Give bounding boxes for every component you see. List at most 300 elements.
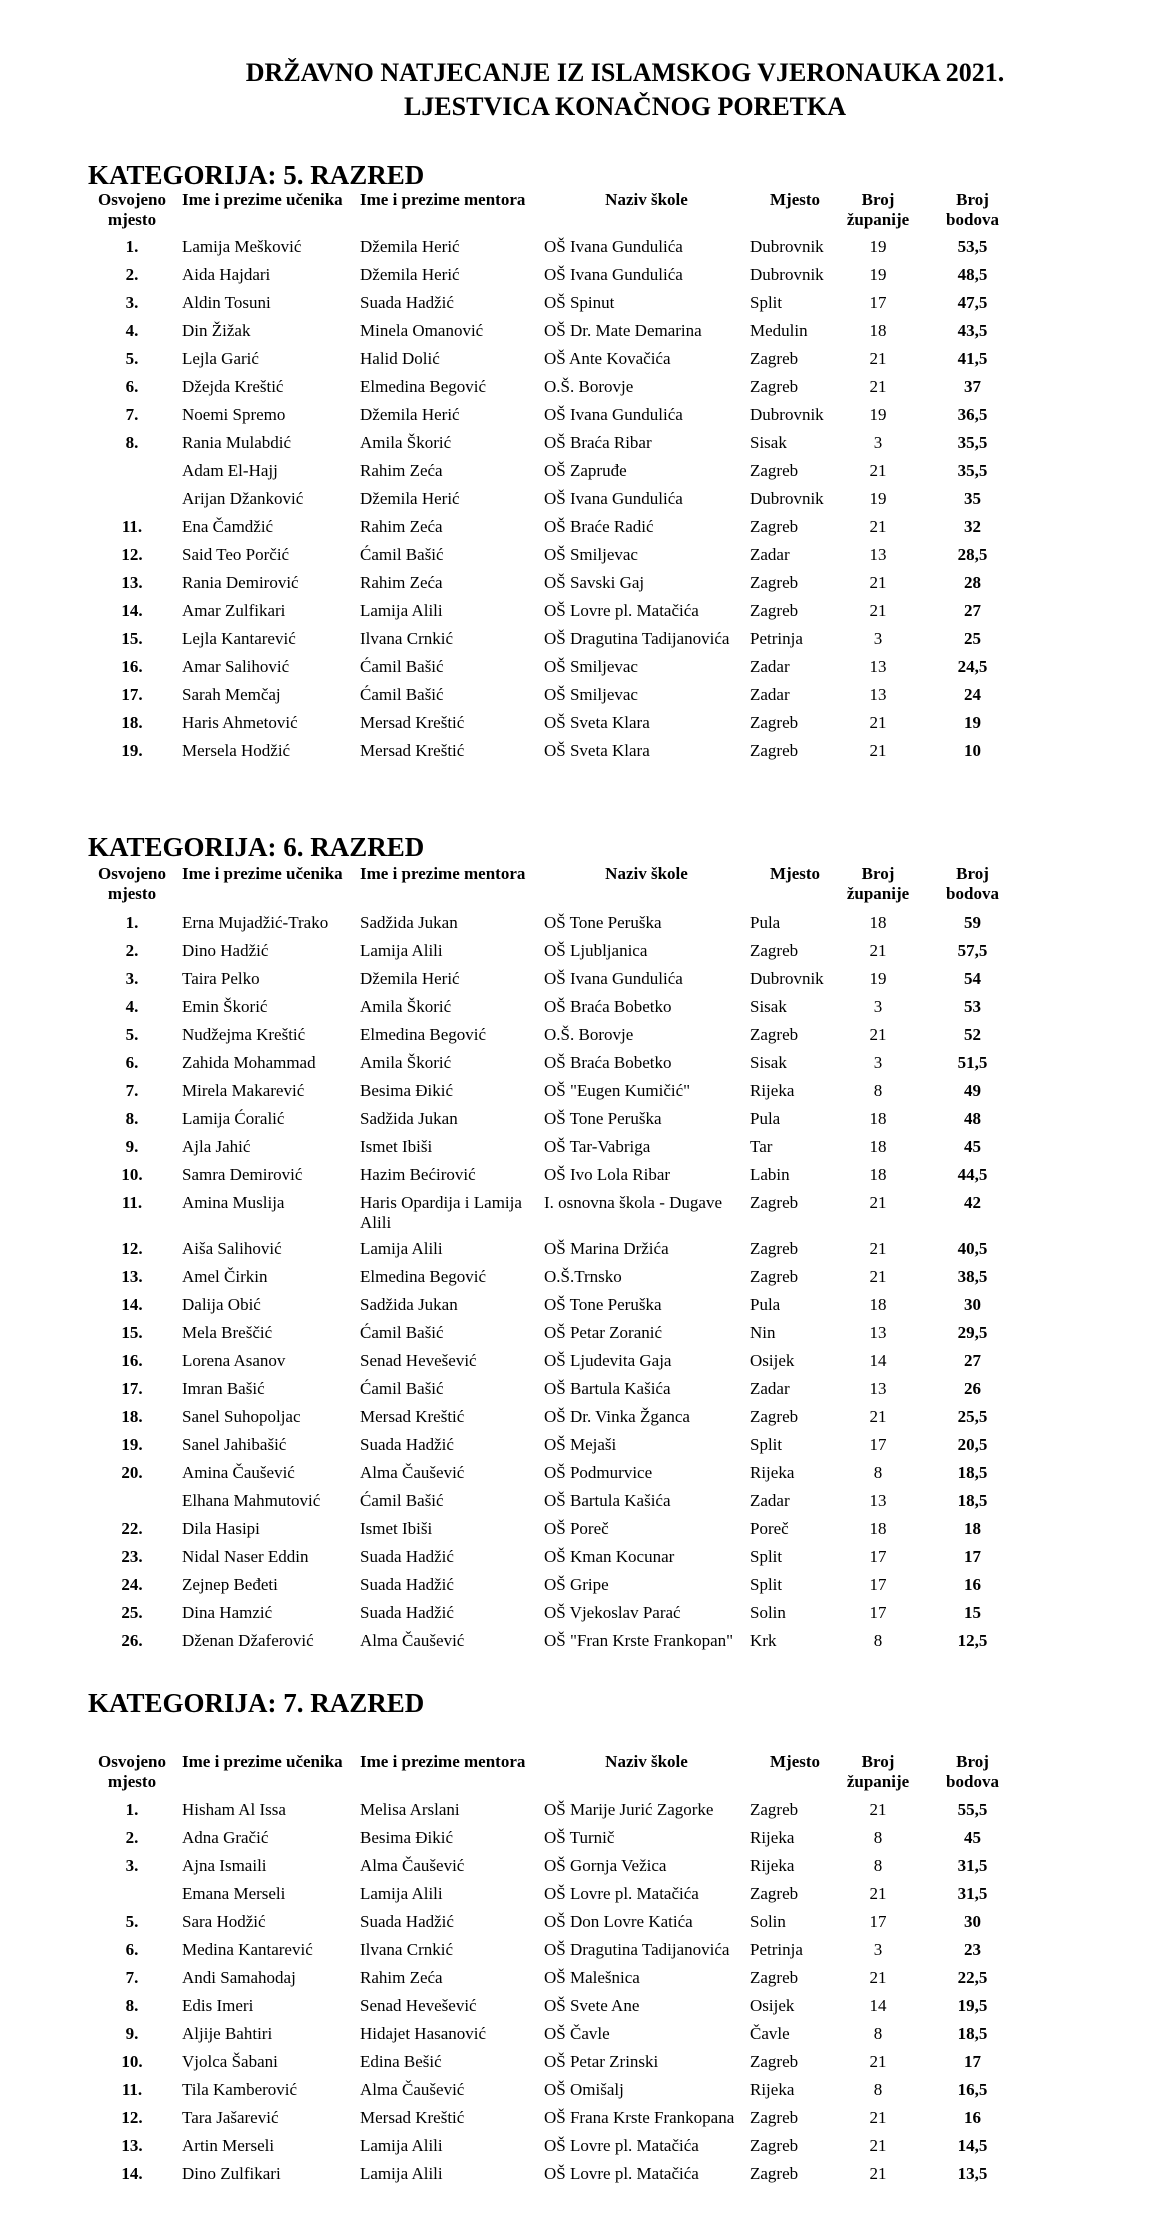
- school-cell: OŠ Ivana Gundulića: [544, 237, 683, 256]
- county-cell: 13: [869, 1323, 887, 1342]
- city-cell: Dubrovnik: [750, 969, 824, 988]
- place-cell: 8.: [125, 1996, 139, 2015]
- place-cell: 14.: [121, 601, 143, 620]
- header-student: Ime i prezime učenika: [182, 1752, 343, 1771]
- city-cell: Pula: [750, 1109, 781, 1128]
- place-cell: 2.: [125, 265, 139, 284]
- county-cell: 21: [869, 1267, 887, 1286]
- points-cell: 18,5: [957, 1463, 988, 1482]
- school-cell: OŠ Ivo Lola Ribar: [544, 1165, 671, 1184]
- county-cell: 17: [869, 293, 887, 312]
- county-cell: 21: [869, 2052, 887, 2071]
- header-place: Osvojeno mjesto: [98, 190, 166, 229]
- place-cell: 23.: [121, 1547, 143, 1566]
- mentor-cell: Ćamil Bašić: [360, 1323, 444, 1342]
- student-cell: Ajna Ismaili: [182, 1856, 267, 1875]
- place-cell: 19.: [121, 1435, 143, 1454]
- mentor-cell: Hazim Bećirović: [360, 1165, 476, 1184]
- student-cell: Emin Škorić: [182, 997, 268, 1016]
- county-cell: 21: [869, 1025, 887, 1044]
- mentor-cell: Ismet Ibiši: [360, 1519, 433, 1538]
- points-cell: 57,5: [957, 941, 988, 960]
- mentor-cell: Suada Hadžić: [360, 1547, 454, 1566]
- county-cell: 13: [869, 685, 887, 704]
- school-cell: OŠ Gripe: [544, 1575, 609, 1594]
- city-cell: Zagreb: [750, 741, 799, 760]
- place-cell: 7.: [125, 405, 139, 424]
- mentor-cell: Sadžida Jukan: [360, 1109, 458, 1128]
- county-cell: 8: [873, 2080, 883, 2099]
- city-cell: Solin: [750, 1603, 786, 1622]
- place-cell: 20.: [121, 1463, 143, 1482]
- points-cell: 12,5: [957, 1631, 988, 1650]
- school-cell: OŠ Čavle: [544, 2024, 610, 2043]
- place-cell: 10.: [121, 1165, 143, 1184]
- county-cell: 21: [869, 1884, 887, 1903]
- student-cell: Rania Demirović: [182, 573, 299, 592]
- city-cell: Zadar: [750, 685, 790, 704]
- school-cell: OŠ Smiljevac: [544, 685, 638, 704]
- place-cell: 16.: [121, 1351, 143, 1370]
- county-cell: 18: [869, 1165, 887, 1184]
- city-cell: Osijek: [750, 1996, 795, 2015]
- school-cell: O.Š. Borovje: [544, 377, 634, 396]
- place-cell: 9.: [125, 1137, 139, 1156]
- mentor-cell: Rahim Zeća: [360, 573, 443, 592]
- place-cell: 18.: [121, 713, 143, 732]
- place-cell: 5.: [125, 1912, 139, 1931]
- city-cell: Zagreb: [750, 573, 799, 592]
- county-cell: 21: [869, 2164, 887, 2183]
- student-cell: Hisham Al Issa: [182, 1800, 286, 1819]
- county-cell: 3: [873, 433, 883, 452]
- city-cell: Nin: [750, 1323, 776, 1342]
- city-cell: Rijeka: [750, 1081, 795, 1100]
- city-cell: Split: [750, 293, 783, 312]
- school-cell: OŠ Gornja Vežica: [544, 1856, 667, 1875]
- county-cell: 21: [869, 713, 887, 732]
- place-cell: 24.: [121, 1575, 143, 1594]
- student-cell: Sarah Memčaj: [182, 685, 281, 704]
- school-cell: OŠ Petar Zrinski: [544, 2052, 659, 2071]
- student-cell: Zahida Mohammad: [182, 1053, 316, 1072]
- county-cell: 3: [873, 997, 883, 1016]
- city-cell: Osijek: [750, 1351, 795, 1370]
- place-cell: 12.: [121, 2108, 143, 2127]
- points-cell: 45: [964, 1828, 981, 1847]
- student-cell: Nidal Naser Eddin: [182, 1547, 309, 1566]
- mentor-cell: Ćamil Bašić: [360, 685, 444, 704]
- points-cell: 25,5: [957, 1407, 988, 1426]
- school-cell: OŠ Dragutina Tadijanovića: [544, 629, 730, 648]
- student-cell: Dila Hasipi: [182, 1519, 260, 1538]
- mentor-cell: Džemila Herić: [360, 265, 460, 284]
- city-cell: Petrinja: [750, 1940, 803, 1959]
- school-cell: OŠ Sveta Klara: [544, 741, 650, 760]
- points-cell: 23: [964, 1940, 981, 1959]
- student-cell: Lamija Ćoralić: [182, 1109, 285, 1128]
- mentor-cell: Besima Đikić: [360, 1081, 454, 1100]
- city-cell: Medulin: [750, 321, 808, 340]
- category-title: KATEGORIJA: 7. RAZRED: [88, 1688, 425, 1718]
- mentor-cell: Mersad Kreštić: [360, 1407, 465, 1426]
- category-title: KATEGORIJA: 6. RAZRED: [88, 832, 425, 862]
- county-cell: 19: [869, 405, 887, 424]
- student-cell: Din Žižak: [182, 321, 251, 340]
- place-cell: 25.: [121, 1603, 143, 1622]
- city-cell: Zagreb: [750, 461, 799, 480]
- school-cell: OŠ Ivana Gundulića: [544, 489, 683, 508]
- school-cell: OŠ Smiljevac: [544, 545, 638, 564]
- school-cell: OŠ Omišalj: [544, 2080, 624, 2099]
- points-cell: 30: [964, 1295, 981, 1314]
- page-title-line-1: DRŽAVNO NATJECANJE IZ ISLAMSKOG VJERONAUKA 2021.: [245, 58, 1005, 87]
- points-cell: 42: [964, 1193, 981, 1212]
- school-cell: OŠ Don Lovre Katića: [544, 1912, 693, 1931]
- header-school: Naziv škole: [605, 1752, 688, 1771]
- points-cell: 26: [964, 1379, 981, 1398]
- school-cell: OŠ Ivana Gundulića: [544, 405, 683, 424]
- school-cell: OŠ Dr. Vinka Žganca: [544, 1407, 690, 1426]
- city-cell: Dubrovnik: [750, 237, 824, 256]
- place-cell: 6.: [125, 1940, 139, 1959]
- city-cell: Zagreb: [750, 1025, 799, 1044]
- place-cell: 1.: [125, 913, 139, 932]
- county-cell: 17: [869, 1603, 887, 1622]
- school-cell: OŠ Smiljevac: [544, 657, 638, 676]
- points-cell: 41,5: [957, 349, 988, 368]
- student-cell: Adam El-Hajj: [182, 461, 278, 480]
- points-cell: 27: [964, 1351, 981, 1370]
- points-cell: 14,5: [957, 2136, 988, 2155]
- county-cell: 18: [869, 913, 887, 932]
- points-cell: 20,5: [957, 1435, 988, 1454]
- mentor-cell: Rahim Zeća: [360, 1968, 443, 1987]
- student-cell: Vjolca Šabani: [182, 2052, 278, 2071]
- points-cell: 52: [964, 1025, 981, 1044]
- place-cell: 1.: [125, 1800, 139, 1819]
- mentor-cell: Lamija Alili: [360, 941, 443, 960]
- points-cell: 48: [964, 1109, 981, 1128]
- city-cell: Zadar: [750, 1379, 790, 1398]
- county-cell: 14: [869, 1996, 887, 2015]
- county-cell: 13: [869, 1379, 887, 1398]
- points-cell: 29,5: [957, 1323, 988, 1342]
- student-cell: Medina Kantarević: [182, 1940, 313, 1959]
- mentor-cell: Lamija Alili: [360, 601, 443, 620]
- school-cell: OŠ Tone Peruška: [544, 1295, 662, 1314]
- mentor-cell: Melisa Arslani: [360, 1800, 460, 1819]
- school-cell: OŠ Dragutina Tadijanovića: [544, 1940, 730, 1959]
- city-cell: Zagreb: [750, 1884, 799, 1903]
- header-student: Ime i prezime učenika: [182, 190, 343, 209]
- place-cell: 11.: [121, 1193, 143, 1212]
- place-cell: 13.: [121, 1267, 143, 1286]
- student-cell: Edis Imeri: [182, 1996, 254, 2015]
- mentor-cell: Sadžida Jukan: [360, 913, 458, 932]
- mentor-cell: Alma Čaušević: [360, 2080, 465, 2099]
- place-cell: 16.: [121, 657, 143, 676]
- place-cell: 5.: [125, 349, 139, 368]
- school-cell: OŠ Frana Krste Frankopana: [544, 2108, 735, 2127]
- mentor-cell: Elmedina Begović: [360, 377, 487, 396]
- county-cell: 21: [869, 601, 887, 620]
- mentor-cell: Suada Hadžić: [360, 293, 454, 312]
- place-cell: 3.: [125, 293, 139, 312]
- county-cell: 14: [869, 1351, 887, 1370]
- school-cell: OŠ Svete Ane: [544, 1996, 640, 2015]
- student-cell: Lorena Asanov: [182, 1351, 286, 1370]
- mentor-cell: Elmedina Begović: [360, 1025, 487, 1044]
- city-cell: Split: [750, 1547, 783, 1566]
- mentor-cell: Elmedina Begović: [360, 1267, 487, 1286]
- school-cell: OŠ Lovre pl. Matačića: [544, 2136, 699, 2155]
- header-place: Osvojeno mjesto: [98, 864, 166, 903]
- county-cell: 18: [869, 321, 887, 340]
- mentor-cell: Halid Dolić: [360, 349, 440, 368]
- points-cell: 43,5: [957, 321, 988, 340]
- student-cell: Ajla Jahić: [182, 1137, 251, 1156]
- mentor-cell: Lamija Alili: [360, 2164, 443, 2183]
- mentor-cell: Hidajet Hasanović: [360, 2024, 487, 2043]
- county-cell: 8: [873, 1828, 883, 1847]
- points-cell: 10: [964, 741, 981, 760]
- school-cell: OŠ Podmurvice: [544, 1463, 653, 1482]
- header-points: Broj bodova: [946, 864, 999, 903]
- county-cell: 21: [869, 2108, 887, 2127]
- county-cell: 8: [873, 1081, 883, 1100]
- student-cell: Ena Čamdžić: [182, 517, 274, 536]
- county-cell: 21: [869, 461, 887, 480]
- points-cell: 16,5: [957, 2080, 988, 2099]
- points-cell: 35,5: [957, 433, 988, 452]
- place-cell: 3.: [125, 969, 139, 988]
- place-cell: 26.: [121, 1631, 143, 1650]
- county-cell: 21: [869, 941, 887, 960]
- city-cell: Solin: [750, 1912, 786, 1931]
- header-school: Naziv škole: [605, 190, 688, 209]
- header-student: Ime i prezime učenika: [182, 864, 343, 883]
- city-cell: Poreč: [750, 1519, 789, 1538]
- school-cell: OŠ Zapruđe: [544, 461, 627, 480]
- student-cell: Said Teo Porčić: [182, 545, 290, 564]
- city-cell: Zagreb: [750, 1267, 799, 1286]
- mentor-cell: Haris Opardija i Lamija Alili: [360, 1193, 522, 1232]
- place-cell: 9.: [125, 2024, 139, 2043]
- place-cell: 13.: [121, 573, 143, 592]
- header-mentor: Ime i prezime mentora: [360, 190, 526, 209]
- place-cell: 14.: [121, 2164, 143, 2183]
- points-cell: 38,5: [957, 1267, 988, 1286]
- mentor-cell: Džemila Herić: [360, 969, 460, 988]
- points-cell: 59: [964, 913, 981, 932]
- place-cell: 12.: [121, 1239, 143, 1258]
- mentor-cell: Ćamil Bašić: [360, 545, 444, 564]
- place-cell: 8.: [125, 1109, 139, 1128]
- points-cell: 48,5: [957, 265, 988, 284]
- city-cell: Zagreb: [750, 517, 799, 536]
- school-cell: OŠ Turnič: [544, 1828, 615, 1847]
- city-cell: Zagreb: [750, 1193, 799, 1212]
- student-cell: Aldin Tosuni: [182, 293, 271, 312]
- points-cell: 53,5: [957, 237, 988, 256]
- points-cell: 44,5: [957, 1165, 988, 1184]
- mentor-cell: Ilvana Crnkić: [360, 629, 453, 648]
- points-cell: 51,5: [957, 1053, 988, 1072]
- points-cell: 19,5: [957, 1996, 988, 2015]
- points-cell: 53: [964, 997, 981, 1016]
- school-cell: OŠ Kman Kocunar: [544, 1547, 675, 1566]
- mentor-cell: Suada Hadžić: [360, 1435, 454, 1454]
- county-cell: 13: [869, 545, 887, 564]
- county-cell: 21: [869, 1968, 887, 1987]
- mentor-cell: Alma Čaušević: [360, 1856, 465, 1875]
- place-cell: 14.: [121, 1295, 143, 1314]
- school-cell: OŠ Bartula Kašića: [544, 1491, 671, 1510]
- place-cell: 6.: [125, 377, 139, 396]
- student-cell: Tara Jašarević: [182, 2108, 279, 2127]
- student-cell: Artin Merseli: [182, 2136, 275, 2155]
- points-cell: 28: [964, 573, 981, 592]
- place-cell: 12.: [121, 545, 143, 564]
- mentor-cell: Rahim Zeća: [360, 517, 443, 536]
- mentor-cell: Suada Hadžić: [360, 1575, 454, 1594]
- place-cell: 3.: [125, 1856, 139, 1875]
- mentor-cell: Senad Hevešević: [360, 1351, 477, 1370]
- category-title: KATEGORIJA: 5. RAZRED: [88, 160, 425, 190]
- place-cell: 13.: [121, 2136, 143, 2155]
- points-cell: 40,5: [957, 1239, 988, 1258]
- mentor-cell: Amila Škorić: [360, 1053, 452, 1072]
- points-cell: 47,5: [957, 293, 988, 312]
- county-cell: 13: [869, 1491, 887, 1510]
- school-cell: OŠ Dr. Mate Demarina: [544, 321, 702, 340]
- mentor-cell: Amila Škorić: [360, 433, 452, 452]
- county-cell: 21: [869, 573, 887, 592]
- school-cell: OŠ Ivana Gundulića: [544, 265, 683, 284]
- school-cell: OŠ Poreč: [544, 1519, 609, 1538]
- place-cell: 7.: [125, 1081, 139, 1100]
- city-cell: Rijeka: [750, 1828, 795, 1847]
- place-cell: 11.: [121, 517, 143, 536]
- city-cell: Pula: [750, 1295, 781, 1314]
- county-cell: 8: [873, 1463, 883, 1482]
- city-cell: Zadar: [750, 1491, 790, 1510]
- mentor-cell: Rahim Zeća: [360, 461, 443, 480]
- school-cell: OŠ Braće Radić: [544, 517, 654, 536]
- city-cell: Pula: [750, 913, 781, 932]
- mentor-cell: Mersad Kreštić: [360, 2108, 465, 2127]
- county-cell: 18: [869, 1109, 887, 1128]
- header-mentor: Ime i prezime mentora: [360, 864, 526, 883]
- points-cell: 18,5: [957, 1491, 988, 1510]
- header-points: Broj bodova: [946, 1752, 999, 1791]
- school-cell: OŠ "Eugen Kumičić": [544, 1081, 691, 1100]
- student-cell: Mersela Hodžić: [182, 741, 291, 760]
- school-cell: OŠ Spinut: [544, 293, 615, 312]
- student-cell: Sanel Jahibašić: [182, 1435, 287, 1454]
- city-cell: Petrinja: [750, 629, 803, 648]
- school-cell: OŠ Petar Zoranić: [544, 1323, 663, 1342]
- county-cell: 21: [869, 349, 887, 368]
- city-cell: Dubrovnik: [750, 489, 824, 508]
- mentor-cell: Besima Đikić: [360, 1828, 454, 1847]
- points-cell: 17: [964, 2052, 981, 2071]
- points-cell: 55,5: [957, 1800, 988, 1819]
- points-cell: 31,5: [957, 1884, 988, 1903]
- header-county: Broj županije: [846, 190, 910, 229]
- county-cell: 18: [869, 1295, 887, 1314]
- city-cell: Zagreb: [750, 941, 799, 960]
- header-city: Mjesto: [769, 190, 821, 209]
- county-cell: 21: [869, 517, 887, 536]
- header-city: Mjesto: [769, 864, 821, 883]
- county-cell: 13: [869, 657, 887, 676]
- school-cell: OŠ Savski Gaj: [544, 573, 645, 592]
- school-cell: OŠ Braća Ribar: [544, 433, 652, 452]
- county-cell: 21: [869, 1407, 887, 1426]
- place-cell: 15.: [121, 1323, 143, 1342]
- city-cell: Split: [750, 1575, 783, 1594]
- points-cell: 15: [964, 1603, 981, 1622]
- place-cell: 17.: [121, 1379, 143, 1398]
- header-points: Broj bodova: [946, 190, 999, 229]
- place-cell: 4.: [125, 321, 139, 340]
- school-cell: OŠ Ljubljanica: [544, 941, 648, 960]
- place-cell: 8.: [125, 433, 139, 452]
- points-cell: 54: [964, 969, 981, 988]
- school-cell: OŠ Vjekoslav Parać: [544, 1603, 681, 1622]
- student-cell: Zejnep Beđeti: [182, 1575, 278, 1594]
- place-cell: 7.: [125, 1968, 139, 1987]
- city-cell: Zadar: [750, 657, 790, 676]
- student-cell: Džejda Kreštić: [182, 377, 284, 396]
- mentor-cell: Lamija Alili: [360, 1239, 443, 1258]
- county-cell: 17: [869, 1435, 887, 1454]
- mentor-cell: Amila Škorić: [360, 997, 452, 1016]
- county-cell: 19: [869, 237, 887, 256]
- school-cell: OŠ Marina Držića: [544, 1239, 669, 1258]
- city-cell: Zagreb: [750, 1239, 799, 1258]
- city-cell: Krk: [750, 1631, 777, 1650]
- school-cell: OŠ Braća Bobetko: [544, 997, 672, 1016]
- student-cell: Amina Muslija: [182, 1193, 285, 1212]
- header-city: Mjesto: [769, 1752, 821, 1771]
- student-cell: Haris Ahmetović: [182, 713, 298, 732]
- county-cell: 3: [873, 1940, 883, 1959]
- school-cell: OŠ Tar-Vabriga: [544, 1137, 651, 1156]
- place-cell: 2.: [125, 1828, 139, 1847]
- place-cell: 22.: [121, 1519, 143, 1538]
- school-cell: OŠ Tone Peruška: [544, 913, 662, 932]
- mentor-cell: Ismet Ibiši: [360, 1137, 433, 1156]
- points-cell: 17: [964, 1547, 981, 1566]
- mentor-cell: Ilvana Crnkić: [360, 1940, 453, 1959]
- city-cell: Sisak: [750, 433, 787, 452]
- city-cell: Rijeka: [750, 1463, 795, 1482]
- school-cell: OŠ Ante Kovačića: [544, 349, 671, 368]
- mentor-cell: Džemila Herić: [360, 237, 460, 256]
- points-cell: 22,5: [957, 1968, 988, 1987]
- student-cell: Sara Hodžić: [182, 1912, 266, 1931]
- city-cell: Labin: [750, 1165, 790, 1184]
- county-cell: 3: [873, 1053, 883, 1072]
- city-cell: Zagreb: [750, 2052, 799, 2071]
- points-cell: 19: [964, 713, 981, 732]
- points-cell: 27: [964, 601, 981, 620]
- county-cell: 8: [873, 2024, 883, 2043]
- student-cell: Noemi Spremo: [182, 405, 286, 424]
